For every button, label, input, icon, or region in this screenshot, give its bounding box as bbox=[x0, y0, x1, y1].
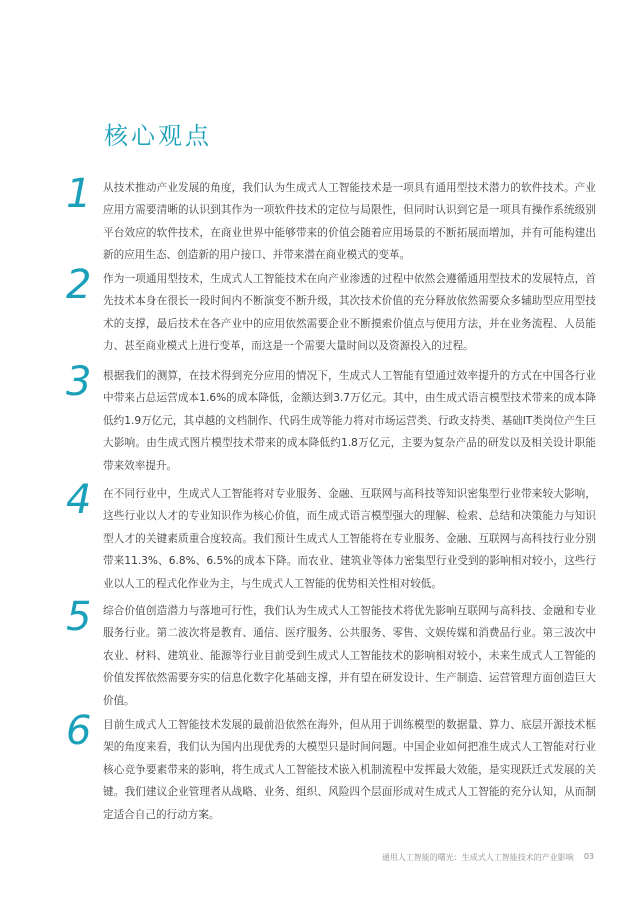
page-title: 核心观点 bbox=[104, 122, 212, 150]
point-text: 根据我们的测算，在技术得到充分应用的情况下，生成式人工智能有望通过效率提升的方式在中国各行业中带来占总运营成本1.6%的成本降低，金额达到3.7万亿元。其中，由生成式语言模型技术带来的成本降低约1.9万亿元，其卓越的文档制作、代码生成等能力将对市场运营类、行政支持类、基础IT类岗位产生巨大影响。由生成式图片模型技术带来的成本降低约1.8万亿元，主要为复杂产品的研发以及相关设计职能带来效率提升。 bbox=[103, 370, 596, 472]
point-number: 6 bbox=[66, 708, 92, 754]
point-text: 作为一项通用型技术，生成式人工智能技术在向产业渗透的过程中依然会遵循通用型技术的发展特点，首先技术本身在很长一段时间内不断演变不断升级，其次技术价值的充分释放依然需要众多辅助型应用型技术的支撑，最后技术在各产业中的应用依然需要企业不断摸索价值点与使用方法，并在业务流程、人员能力、甚至商业模式上进行变革，而这是一个需要大量时间以及资源投入的过程。 bbox=[103, 273, 596, 353]
point-text: 在不同行业中，生成式人工智能将对专业服务、金融、互联网与高科技等知识密集型行业带来较大影响，这些行业以人才的专业知识作为核心价值，而生成式语言模型强大的理解、检索、总结和决策能力与知识型人才的关键素质重合度较高。我们预计生成式人工智能将在专业服务、金融、互联网与高科技行业分别带来11.3%、6.8%、6.5%的成本下降。而农业、建筑业等体力密集型行业受到的影响相对较小，这些行业以人工的程式化作业为主，与生成式人工智能的优势相关性相对较低。 bbox=[103, 488, 596, 590]
page-footer bbox=[382, 852, 594, 863]
page-number: 03 bbox=[583, 852, 594, 861]
point-number: 3 bbox=[66, 359, 92, 405]
footer-report-title: 通用人工智能的曙光：生成式人工智能技术的产业影响 bbox=[381, 853, 574, 862]
point-number: 2 bbox=[66, 262, 92, 308]
point-number: 4 bbox=[66, 477, 92, 523]
point-text: 综合价值创造潜力与落地可行性，我们认为生成式人工智能技术将优先影响互联网与高科技、金融和专业服务行业。第二波次将是教育、通信、医疗服务、公共服务、零售、文娱传媒和消费品行业。第三波次中农业、材料、建筑业、能源等行业目前受到生成式人工智能技术的影响相对较小，未来生成式人工智能的价值发挥依然需要夯实的信息化数字化基础支撑，并有望在研发设计、生产制造、运营管理方面创造巨大价值。 bbox=[103, 605, 596, 707]
point-text: 从技术推动产业发展的角度，我们认为生成式人工智能技术是一项具有通用型技术潜力的软件技术。产业应用方需要清晰的认识到其作为一项软件技术的定位与局限性，但同时认识到它是一项具有操作系统级别平台效应的软件技术，在商业世界中能够带来的价值会随着应用场景的不断拓展而增加，并有可能构建出新的应用生态、创造新的用户接口、并带来潜在商业模式的变革。 bbox=[103, 182, 596, 262]
point-number: 1 bbox=[66, 171, 92, 217]
point-text: 目前生成式人工智能技术发展的最前沿依然在海外，但从用于训练模型的数据量、算力、底层开源技术框架的角度来看，我们认为国内出现优秀的大模型只是时间问题。中国企业如何把准生成式人工智能对行业核心竞争要素带来的影响，将生成式人工智能技术嵌入机制流程中发挥最大效能，是实现跃迁式发展的关键。我们建议企业管理者从战略、业务、组织、风险四个层面形成对生成式人工智能的充分认知，从而制定适合自己的行动方案。 bbox=[103, 719, 596, 821]
point-number: 5 bbox=[66, 594, 92, 640]
